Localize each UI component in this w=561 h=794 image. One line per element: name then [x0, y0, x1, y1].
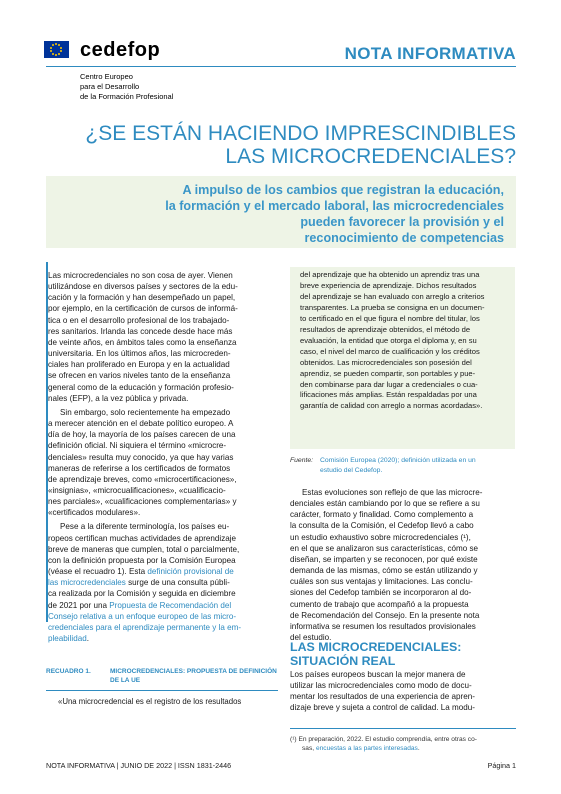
recommendation-link[interactable]: Propuesta de Recomendación del: [109, 600, 232, 610]
footer-info: NOTA INFORMATIVA | JUNIO DE 2022 | ISSN 1831-2446: [46, 761, 232, 770]
page-number: Página 1: [487, 761, 516, 770]
subtitle: A impulso de los cambios que registran la educación, la formación y el mercado laboral, las microcredenciales pueden favorecer la provisión y el reconocimiento de competencias: [165, 183, 504, 245]
footnote-divider: [290, 728, 516, 729]
page-title: ¿SE ESTÁN HACIENDO IMPRESCINDIBLES LAS MICROCREDENCIALES?: [85, 122, 516, 168]
paragraph-2: Sin embargo, solo recientemente ha empezado a merecer atención en el debate político europeo. A día de hoy, la mayoría de los países carecen de una definición oficial. Ni siquiera el término «microcre- denciales» resulta muy conocido, ya que hay varias maneras de referirse a los certificados de formatos de aprendizaje breves, como «microcertificaciones», «insignias», «microcualificaciones», «cualificacio- nes parciales», «cualificaciones complementarias» y «certificados modulares».: [48, 407, 237, 518]
quote-text: del aprendizaje que ha obtenido un aprendiz tras una breve experiencia de aprendizaje. Dichos resultados del aprendizaje se han evaluado con arreglo a criterios transparentes. La prueba se consigna en un documen- to certificado en el que figura el nombre del titular, los resultados de aprendizaje obtenidos, el método de evaluación, la entidad que otorga el diploma y, en su caso, el nivel del marco de cualificación y los créditos obtenidos. Las microcredenciales son posesión del aprendiz, se pueden compartir, son portables y pue- den combinarse para dar lugar a credenciales o cua- lificaciones más amplias. Están respaldadas por una garantía de calidad con arreglo a normas acordadas».: [300, 270, 485, 411]
section-heading: LAS MICROCREDENCIALES: SITUACIÓN REAL: [290, 640, 462, 668]
box-caption: [46, 667, 278, 689]
definition-link-cont[interactable]: las microcredenciales: [48, 578, 126, 588]
recommendation-link-cont2[interactable]: credenciales para el aprendizaje permanente y la em-: [48, 622, 242, 632]
stakeholder-survey-link[interactable]: encuestas a las partes interesadas: [315, 745, 418, 752]
footnote: (¹) En preparación, 2022. El estudio comprendía, entre otras co- sas, encuestas a las partes interesadas.: [290, 736, 477, 752]
paragraph-1: Las microcredenciales no son cosa de ayer. Vienen utilizándose en diversos países y sectores de la edu- cación y la formación y han desempeñado un papel, por ejemplo, en la certificación de cursos de informá- tica o en el desarrollo profesional de los trabajado- res sanitarios. Irlanda las concede desde hace más de veinte años, en ámbitos tales como la enseñanza universitaria. En los últimos años, las microcreden- ciales han proliferado en Europa y en la actualidad se ofrecen en varios niveles tanto de la enseñanza general como de la educación y formación profesio- nales (EFP), a la vez pública y privada.: [48, 271, 238, 403]
header-divider: [46, 66, 516, 67]
box-title: MICROCREDENCIALES: PROPUESTA DE DEFINICIÓN DE LA UE: [110, 668, 277, 684]
paragraph-3: Pese a la diferente terminología, los países eu- ropeos certifican muchas actividades de aprendizaje breve de maneras que cumplen, total o parcialmente, con la definición propuesta por la Comisión Europea (véase el recuadro 1). Esta definición provisional de las microcredenciales surge de una consulta públi- ca realizada por la Comisión y seguida en diciembre de 2021 por una Propuesta de Recomendación del Consejo relativa a un enfoque europeo de las micro- credenciales para el aprendizaje permanente y la em- pleabilidad.: [48, 521, 270, 644]
recommendation-link-end[interactable]: pleabilidad: [48, 634, 87, 643]
organization-name: Centro Europeo para el Desarrollo de la Formación Profesional: [80, 72, 174, 101]
box-quote-start: «Una microcredencial es el registro de los resultados: [58, 697, 242, 706]
left-column: [48, 270, 270, 644]
eu-flag-icon: [44, 41, 69, 58]
right-column-section-text: Los países europeos buscan la mejor manera de utilizar las microcredenciales como modo de docu- mentar los resultados de una experiencia de apren- dizaje breve y sujeta a control de calidad. La modu-: [290, 670, 475, 713]
source-link[interactable]: Comisión Europea (2020); definición utilizada en un estudio del Cedefop.: [320, 457, 476, 474]
right-column: Estas evoluciones son reflejo de que las microcre- denciales están cambiando por lo que se refiere a su carácter, formato y finalidad. Como complemento a la consulta de la Comisión, el Cedefop llevó a cabo un estudio exhaustivo sobre microcredenciales (¹), en el que se analizaron sus características, cómo se diseñan, se imparten y se reconocen, por qué existe demanda de las mismas, cómo se están utilizando y cuáles son sus ventajas y limitaciones. Las conclu- siones del Cedefop también se incorporaron al do- cumento de trabajo que acompañó a la propuesta de Recomendación del Consejo. En la presente nota informativa se resumen los resultados provisionales del estudio.: [290, 488, 483, 643]
source-note: [290, 456, 515, 476]
cedefop-logo: cedefop: [80, 39, 161, 61]
document-type-title: NOTA INFORMATIVA: [344, 44, 516, 63]
box-divider: [46, 690, 278, 691]
box-label: RECUADRO 1.: [46, 668, 91, 675]
recommendation-link-cont[interactable]: Consejo relativa a un enfoque europeo de las micro-: [48, 611, 237, 621]
source-label: Fuente:: [290, 457, 314, 464]
definition-link[interactable]: definición provisional de: [147, 567, 234, 577]
